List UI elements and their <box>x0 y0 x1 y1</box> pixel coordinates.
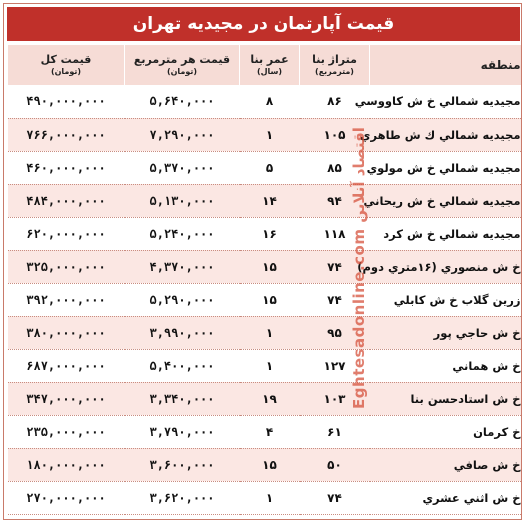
cell-price-per-meter: ۴,۳۷۰,۰۰۰ <box>125 250 240 283</box>
cell-area: ۷۴ <box>300 481 370 514</box>
cell-area: ۷۴ <box>300 250 370 283</box>
table-row <box>8 448 521 481</box>
table-row <box>8 283 521 316</box>
cell-area: ۸۶ <box>300 85 370 118</box>
table-row <box>8 316 521 349</box>
header-area <box>300 45 370 85</box>
cell-age: ۴ <box>240 415 300 448</box>
cell-price-per-meter: ۵,۶۴۰,۰۰۰ <box>125 85 240 118</box>
header-total-price-label: قیمت کل <box>40 53 92 66</box>
cell-total-price: ۳۴۷,۰۰۰,۰۰۰ <box>8 382 125 415</box>
header-total-price <box>8 45 125 85</box>
title-bar <box>7 7 520 41</box>
cell-price-per-meter: ۳,۷۹۰,۰۰۰ <box>125 415 240 448</box>
cell-total-price: ۴۸۴,۰۰۰,۰۰۰ <box>8 184 125 217</box>
cell-region: مجيديه شمالي خ ش كاووسي <box>370 85 521 118</box>
cell-total-price: ۴۹۰,۰۰۰,۰۰۰ <box>8 85 125 118</box>
cell-price-per-meter: ۳,۶۰۰,۰۰۰ <box>125 448 240 481</box>
header-region <box>370 45 521 85</box>
cell-age: ۱۵ <box>240 250 300 283</box>
header-region-label: منطقه <box>480 58 521 72</box>
table-row <box>8 349 521 382</box>
cell-area: ۱۰۳ <box>300 382 370 415</box>
cell-region: مجيديه شمالي خ ش ريحاني <box>370 184 521 217</box>
cell-age: ۱۴ <box>240 184 300 217</box>
cell-price-per-meter: ۷,۲۹۰,۰۰۰ <box>125 118 240 151</box>
header-price-per-meter-unit: (تومان) <box>166 67 198 76</box>
cell-price-per-meter: ۳,۹۹۰,۰۰۰ <box>125 316 240 349</box>
cell-age: ۱۶ <box>240 217 300 250</box>
table-row <box>8 481 521 514</box>
cell-age: ۱۵ <box>240 448 300 481</box>
watermark-text: Eghtesadonline.com اقتصاد آنلاین <box>350 127 369 409</box>
cell-area: ۷۴ <box>300 283 370 316</box>
cell-region: مجيديه شمالي ك ش طاهري <box>370 118 521 151</box>
cell-age: ۱ <box>240 316 300 349</box>
cell-region: خ ش هماني <box>370 349 521 382</box>
header-price-per-meter <box>125 45 240 85</box>
cell-region: خ ش استادحسن بنا <box>370 382 521 415</box>
cell-region: مجيديه شمالي خ ش كرد <box>370 217 521 250</box>
cell-total-price: ۳۲۵,۰۰۰,۰۰۰ <box>8 250 125 283</box>
cell-age: ۸ <box>240 85 300 118</box>
header-total-price-unit: (تومان) <box>50 67 82 76</box>
header-age <box>240 45 300 85</box>
cell-age: ۵ <box>240 151 300 184</box>
cell-area: ۹۵ <box>300 316 370 349</box>
cell-total-price: ۲۷۰,۰۰۰,۰۰۰ <box>8 481 125 514</box>
cell-total-price: ۴۶۰,۰۰۰,۰۰۰ <box>8 151 125 184</box>
table-row <box>8 85 521 118</box>
table-row <box>8 382 521 415</box>
cell-total-price: ۱۸۰,۰۰۰,۰۰۰ <box>8 448 125 481</box>
cell-price-per-meter: ۳,۶۲۰,۰۰۰ <box>125 481 240 514</box>
cell-region: خ ش صافي <box>370 448 521 481</box>
cell-area: ۱۲۷ <box>300 349 370 382</box>
cell-total-price: ۲۳۵,۰۰۰,۰۰۰ <box>8 415 125 448</box>
header-area-unit: (مترمربع) <box>315 67 354 76</box>
header-age-label: عمر بنا <box>250 53 289 66</box>
cell-age: ۱۵ <box>240 283 300 316</box>
cell-age: ۱ <box>240 481 300 514</box>
cell-total-price: ۳۹۲,۰۰۰,۰۰۰ <box>8 283 125 316</box>
header-row <box>8 45 521 85</box>
cell-price-per-meter: ۵,۴۰۰,۰۰۰ <box>125 349 240 382</box>
cell-region: زرين گلاب خ ش كابلي <box>370 283 521 316</box>
cell-price-per-meter: ۵,۲۹۰,۰۰۰ <box>125 283 240 316</box>
table-row <box>8 250 521 283</box>
cell-area: ۸۵ <box>300 151 370 184</box>
cell-area: ۱۱۸ <box>300 217 370 250</box>
table-row <box>8 415 521 448</box>
table-row <box>8 184 521 217</box>
cell-area: ۹۴ <box>300 184 370 217</box>
cell-age: ۱۹ <box>240 382 300 415</box>
cell-age: ۱ <box>240 118 300 151</box>
cell-price-per-meter: ۵,۲۴۰,۰۰۰ <box>125 217 240 250</box>
cell-total-price: ۳۸۰,۰۰۰,۰۰۰ <box>8 316 125 349</box>
cell-region: خ ش حاجي پور <box>370 316 521 349</box>
table-title: قیمت آپارتمان در مجیدیه تهران <box>132 14 395 34</box>
cell-region: خ ش اثني عشري <box>370 481 521 514</box>
table-row <box>8 118 521 151</box>
header-area-label: متراژ بنا <box>312 53 357 66</box>
cell-area: ۱۰۵ <box>300 118 370 151</box>
cell-price-per-meter: ۵,۱۳۰,۰۰۰ <box>125 184 240 217</box>
cell-total-price: ۶۲۰,۰۰۰,۰۰۰ <box>8 217 125 250</box>
cell-price-per-meter: ۳,۳۴۰,۰۰۰ <box>125 382 240 415</box>
cell-region: مجيديه شمالي خ ش مولوي <box>370 151 521 184</box>
cell-total-price: ۶۸۷,۰۰۰,۰۰۰ <box>8 349 125 382</box>
cell-area: ۶۱ <box>300 415 370 448</box>
header-price-per-meter-label: قیمت هر مترمربع <box>133 53 231 66</box>
cell-total-price: ۷۶۶,۰۰۰,۰۰۰ <box>8 118 125 151</box>
price-table <box>7 45 521 515</box>
cell-area: ۵۰ <box>300 448 370 481</box>
cell-region: خ ش منصوري (۱۶متري دوم) <box>370 250 521 283</box>
table-row <box>8 217 521 250</box>
cell-age: ۱ <box>240 349 300 382</box>
cell-price-per-meter: ۵,۳۷۰,۰۰۰ <box>125 151 240 184</box>
header-age-unit: (سال) <box>256 67 283 76</box>
cell-region: خ كرمان <box>370 415 521 448</box>
table-row <box>8 151 521 184</box>
price-table-frame <box>3 3 522 520</box>
